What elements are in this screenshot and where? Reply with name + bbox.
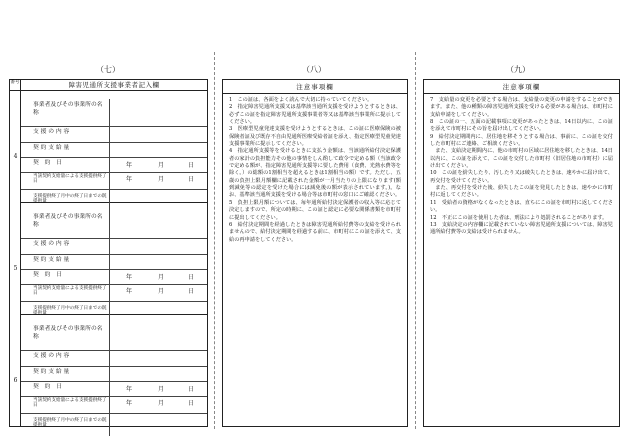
row-divider — [109, 285, 110, 301]
row-divider — [109, 143, 110, 157]
date-unit-day: 日 — [188, 274, 195, 281]
row-label: 支援提供終了月中の終了日までの既提供量 — [33, 418, 107, 429]
row-divider — [109, 397, 110, 413]
row-divider — [109, 414, 110, 436]
row-divider — [109, 270, 110, 284]
row-label: 契 約 日 — [33, 384, 62, 390]
date-unit-month: 月 — [158, 176, 165, 183]
note-paragraph: 7 支給量の変更を必要とする場合は、支給量の変更の申請をすることができます。また、他の種類の障害児通所支援を受ける必要がある場合は、市町村に支給申請をしてください。 — [430, 97, 613, 118]
row-divider — [109, 239, 110, 254]
date-unit-month: 月 — [158, 274, 165, 281]
row-label: 契 約 支 給 量 — [33, 145, 70, 151]
date-unit-month: 月 — [158, 162, 165, 169]
notes-panel-9 — [423, 79, 620, 427]
row-label: 当該契約支給量による支援提供終了日 — [33, 398, 107, 409]
date-unit-year: 年 — [126, 162, 133, 169]
entry-row-provider — [21, 99, 207, 127]
note-paragraph: 8 この証の一、五面の記載事項に変更があったときは、14日以内に、この証を添えて市町村にその旨を届け出してください。 — [430, 119, 613, 133]
date-unit-day: 日 — [188, 162, 195, 169]
entry-row-date — [21, 270, 207, 285]
row-label: 契 約 支 給 量 — [33, 369, 70, 375]
date-unit-day: 日 — [188, 288, 195, 295]
date-unit-year: 年 — [126, 400, 133, 407]
note-paragraph: 10 この証を紛失したり、汚したり又は破失したときは、速やかに届け出て、再交付を受けてください。 — [430, 170, 613, 184]
row-label: 当該契約支給量による支援提供終了日 — [33, 174, 107, 185]
row-label: 契 約 日 — [33, 160, 62, 166]
entry-row-amount — [21, 143, 207, 158]
entry-row-amount — [21, 367, 207, 382]
note-paragraph: 1 この証は、各面をよく読んで大切に持っていてください。 — [229, 97, 373, 103]
number-column — [10, 91, 21, 426]
note-paragraph: また、再交付を受けた後、紛失したこの証を発見したときは、速やかに市町村に返してください。 — [430, 185, 613, 199]
row-label: 支 援 の 内 容 — [33, 353, 70, 359]
date-unit-year: 年 — [126, 274, 133, 281]
date-unit-month: 月 — [158, 386, 165, 393]
row-divider — [109, 382, 110, 396]
row-label: 支 援 の 内 容 — [33, 129, 70, 135]
row-label: 支援提供終了月中の終了日までの既提供量 — [33, 194, 107, 205]
note-paragraph: 13 支給決定の内容欄に記載されていない障害児通所支援については、障害児通所給付費等の支給は受けられません。 — [430, 221, 613, 236]
entry-row-date — [21, 382, 207, 397]
notes-panel-8 — [222, 79, 408, 427]
note-paragraph: 11 受給者の資格がなくなったときは、直ちにこの証を市町村に返してください。 — [430, 199, 613, 214]
entry-row-content — [21, 127, 207, 143]
date-unit-month: 月 — [158, 400, 165, 407]
entry-row-end-date — [21, 173, 207, 190]
provider-entry-table — [9, 79, 208, 427]
panel-label-7: （七） — [96, 65, 120, 74]
notes-title: 注意事項欄 — [424, 80, 619, 94]
notes-body — [223, 94, 407, 244]
number-header: 番号 — [10, 80, 21, 91]
date-unit-year: 年 — [126, 288, 133, 295]
table-title: 障害児通所支援事業者記入欄 — [68, 81, 160, 89]
row-divider — [109, 323, 110, 350]
date-unit-day: 日 — [188, 400, 195, 407]
date-unit-year: 年 — [126, 386, 133, 393]
entry-row-amount — [21, 255, 207, 270]
date-unit-day: 日 — [188, 386, 195, 393]
entry-row-content — [21, 239, 207, 255]
section-number: 6 — [13, 377, 18, 384]
row-label: 支援提供終了月中の終了日までの既提供量 — [33, 306, 107, 317]
row-divider — [109, 158, 110, 172]
row-divider — [109, 127, 110, 142]
panel-label-8: （八） — [302, 65, 326, 74]
section-number: 4 — [13, 153, 18, 160]
entry-row-content — [21, 351, 207, 367]
date-unit-year: 年 — [126, 176, 133, 183]
row-label: 契 約 支 給 量 — [33, 257, 70, 263]
fold-line-left — [214, 52, 215, 429]
row-label: 当該契約支給量による支援提供終了日 — [33, 286, 107, 297]
row-divider — [109, 211, 110, 238]
note-paragraph: 3 医療型児童発達支援を受けようとするときは、この証に医療保険の被保険者証及び既存不自由児通所医療受給者証を添え、指定医療型児童発達支援事業所に提示してください。 — [229, 126, 401, 148]
date-unit-day: 日 — [188, 176, 195, 183]
note-paragraph: 12 不正にこの証を使用した者は、刑法により処罰されることがあります。 — [430, 214, 608, 221]
notes-title: 注意事項欄 — [223, 80, 407, 94]
note-paragraph: 4 指定通所支援等を受けるときに支払う金額は、当該通所給付決定保護者の家計の負担能力その他の事情をしん酌して政令で定める額（当該政令で定める額が、指定障害児通所支援等に要した費用（食費、光熱水費等を除く。）の総額の1割相当を超えるときは1割相当の額）です。ただし、五歳の負担上限月額欄に記載された金額が一月当たりの上限になります(額到減免等の認定を受けた場合には減免後の額が表示されています。)。なお、基準該当通所支援を受ける場合等は市町村の窓口にご確認ください。 — [229, 148, 401, 199]
entry-section — [13, 315, 207, 429]
row-label: 事業者及びその事業所の名称 — [33, 102, 103, 116]
panel-label-9: （九） — [506, 65, 530, 74]
entry-row-end-date — [21, 397, 207, 414]
row-divider — [109, 367, 110, 381]
fold-line-right — [415, 52, 416, 429]
entry-section — [13, 91, 207, 205]
row-label: 事業者及びその事業所の名称 — [33, 214, 103, 228]
row-divider — [109, 173, 110, 189]
entry-row-provider — [21, 211, 207, 239]
note-paragraph: 2 指定障害児通所支援又は基準該当通所支援を受けようとするときは、必ずこの証を指定障害児通所支援事業者等又は基準該当事業所に提示してください。 — [229, 104, 401, 126]
entry-section — [13, 203, 207, 317]
row-label: 事業者及びその事業所の名称 — [33, 326, 103, 340]
entry-row-provider — [21, 323, 207, 351]
row-label: 契 約 日 — [33, 272, 62, 278]
note-paragraph: 6 給付決定期間を経過したときは障害児通所給付費等の支給を受けられませんので、給付決定期間を経過する前に、市町村にこの証を添えて、支給の再申請をしてください。 — [229, 221, 401, 243]
row-divider — [109, 99, 110, 126]
entry-row-end-date-remaining — [21, 414, 207, 436]
table-header — [10, 80, 207, 91]
notes-body — [424, 94, 619, 237]
entry-row-date — [21, 158, 207, 173]
note-paragraph: 9 給付決定期間内に、居住地を移そうとする場合は、事前に、この証を交付した市町村にご連絡、ご相談ください。 — [430, 133, 613, 148]
row-divider — [109, 351, 110, 366]
date-unit-month: 月 — [158, 288, 165, 295]
note-paragraph: 5 負担上限月額については、毎年通所給付決定保護者の収入等に応じて決定しますので、所定の時期に、この証と認定に必要な関係書類を市町村に提出してください。 — [229, 199, 401, 221]
entry-row-end-date — [21, 285, 207, 302]
note-paragraph: また、支給決定期間内に、他の市町村の区域に居住地を移したときは、14日以内に、この証を添えて、この証を交付した市町村（旧居住地の市町村）に届け出てください。 — [430, 148, 613, 170]
section-number: 5 — [13, 265, 18, 272]
row-label: 支 援 の 内 容 — [33, 241, 70, 247]
row-divider — [109, 255, 110, 269]
